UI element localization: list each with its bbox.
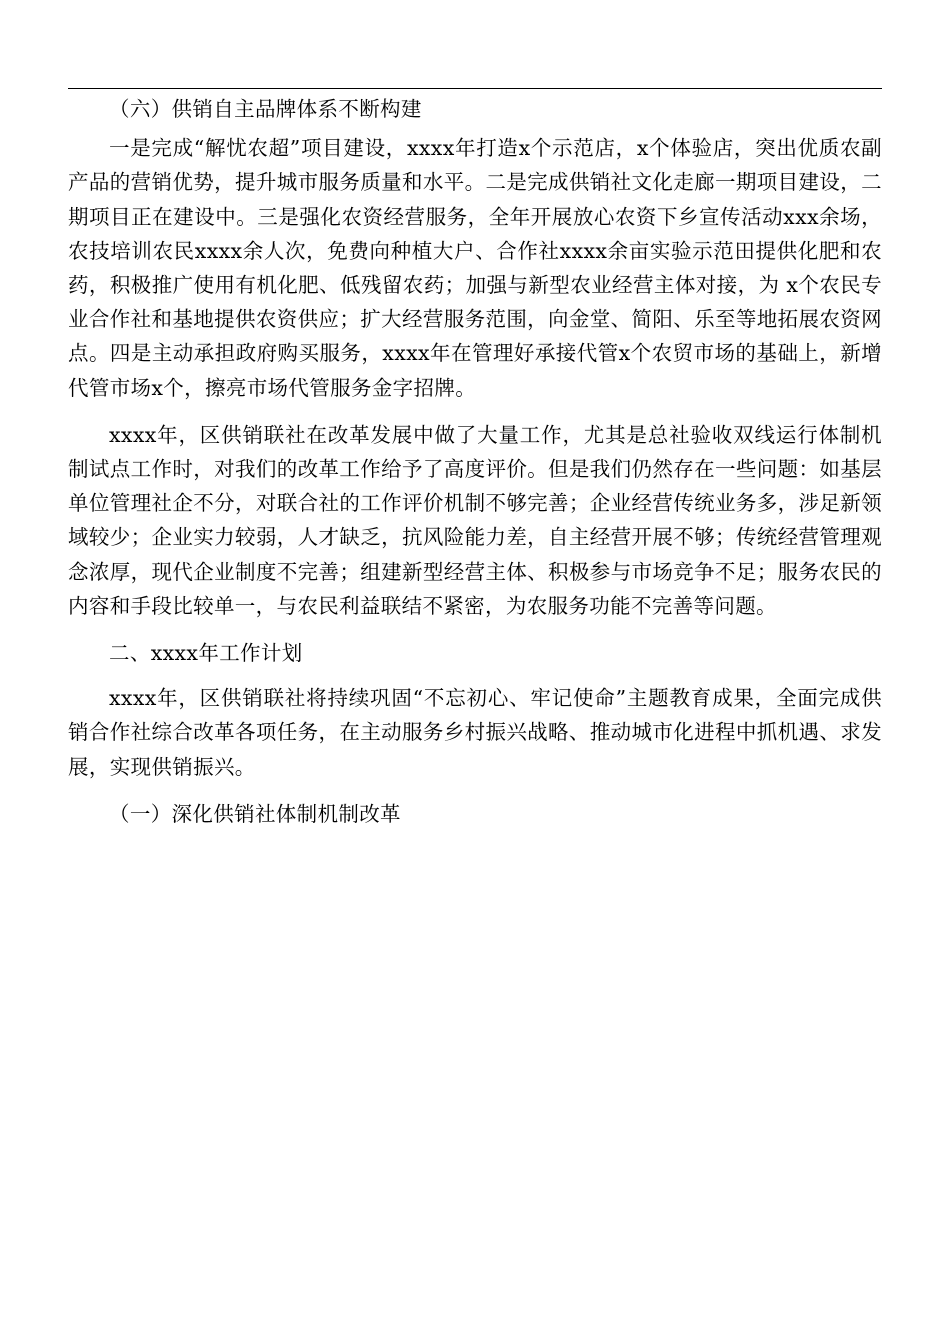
paragraph-brand-building: 一是完成“解忧农超”项目建设，xxxx年打造x个示范店，x个体验店，突出优质农副产品的营销优势，提升城市服务质量和水平。二是完成供销社文化走廊一期项目建设，二期项目正在建设中。三是强化农资经营服务，全年开展放心农资下乡宣传活动xxx余场，农技培训农民xxxx余人次，免费向种植大户、合作社xxxx余亩实验示范田提供化肥和农药，积极推广使用有机化肥、低残留农药；加强与新型农业经营主体对接，为 x个农民专业合作社和基地提供农资供应；扩大经营服务范围，向金堂、简阳、乐至等地拓展农资网点。四是主动承担政府购买服务，xxxx年在管理好承接代管x个农贸市场的基础上，新增代管市场x个，擦亮市场代管服务金字招牌。 [68, 136, 882, 400]
section-heading-one: （一）深化供销社体制机制改革 [109, 801, 401, 826]
paragraph-plan-intro: xxxx年，区供销联社将持续巩固“不忘初心、牢记使命”主题教育成果，全面完成供销合作社综合改革各项任务，在主动服务乡村振兴战略、推动城市化进程中抓机遇、求发展，实现供销振兴。 [68, 686, 882, 779]
section-heading-six: （六）供销自主品牌体系不断构建 [109, 97, 422, 121]
section-heading-work-plan: 二、xxxx年工作计划 [109, 641, 303, 666]
document-body [68, 92, 882, 831]
header-rule [68, 88, 882, 89]
paragraph-problems: xxxx年，区供销联社在改革发展中做了大量工作，尤其是总社验收双线运行体制机制试点工作时，对我们的改革工作给予了高度评价。但是我们仍然存在一些问题：如基层单位管理社企不分，对联合社的工作评价机制不够完善；企业经营传统业务多，涉足新领域较少；企业实力较弱，人才缺乏，抗风险能力差，自主经营开展不够；传统经营管理观念浓厚，现代企业制度不完善；组建新型经营主体、积极参与市场竞争不足；服务农民的内容和手段比较单一，与农民利益联结不紧密，为农服务功能不完善等问题。 [68, 422, 882, 618]
